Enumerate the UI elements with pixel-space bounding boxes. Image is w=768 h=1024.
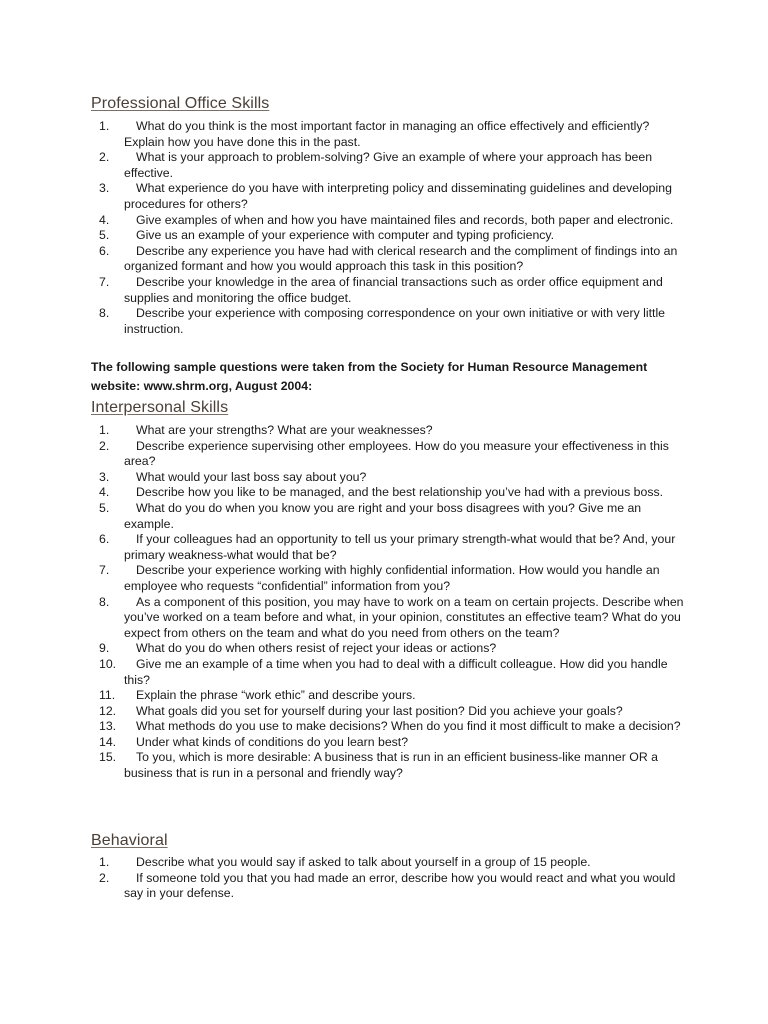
- question-text: What goals did you set for yourself during your last position? Did you achieve your goals?: [136, 703, 623, 718]
- question-item: [0, 735, 768, 751]
- question-number: 15.: [99, 750, 117, 765]
- question-text: What is your approach to problem-solving? Give an example of where your approach has been effective.: [124, 150, 653, 180]
- question-item: [0, 501, 768, 532]
- question-number: 6.: [99, 243, 110, 258]
- question-item: [0, 563, 768, 594]
- question-number: 1.: [99, 423, 110, 437]
- question-item: [0, 244, 768, 275]
- question-list-interpersonal: [0, 423, 768, 782]
- question-number: 4.: [99, 485, 110, 500]
- question-item: [0, 688, 768, 704]
- question-text: Give me an example of a time when you had to deal with a difficult colleague. How did you handle this?: [124, 656, 668, 687]
- question-text: What do you think is the most important factor in managing an office effectively and efficiently? Explain how you have done this in the past.: [124, 119, 650, 149]
- question-item: [0, 181, 768, 212]
- question-number: 12.: [99, 703, 117, 718]
- question-text: Describe your experience with composing correspondence on your own initiative or with very little instruction.: [124, 306, 666, 336]
- question-number: 14.: [99, 734, 117, 749]
- question-text: Describe what you would say if asked to talk about yourself in a group of 15 people.: [136, 855, 591, 869]
- question-number: 7.: [99, 563, 110, 578]
- question-text: What experience do you have with interpreting policy and disseminating guidelines and developing procedures for others?: [124, 181, 672, 211]
- question-item: [0, 423, 768, 439]
- section-heading-professional: Professional Office Skills: [91, 95, 270, 112]
- question-item: [0, 306, 768, 337]
- question-number: 7.: [99, 274, 110, 289]
- question-number: 6.: [99, 532, 110, 547]
- question-number: 8.: [99, 306, 110, 321]
- question-number: 3.: [99, 181, 110, 196]
- question-number: 5.: [99, 500, 110, 515]
- question-item: [0, 719, 768, 735]
- question-text: Give us an example of your experience with computer and typing proficiency.: [136, 228, 555, 243]
- question-item: [0, 704, 768, 720]
- question-item: [0, 439, 768, 470]
- question-number: 9.: [99, 641, 110, 656]
- question-number: 4.: [99, 212, 110, 227]
- question-text: What do you do when you know you are right and your boss disagrees with you? Give me an example.: [124, 500, 642, 531]
- question-text: As a component of this position, you may have to work on a team on certain projects. Describe when you’ve worked on a team before and what, in your opinion, constitutes an effective team? What do you expect from others on the team and what do you need from others on the team?: [124, 594, 684, 640]
- question-number: 10.: [99, 656, 117, 671]
- question-number: 5.: [99, 228, 110, 243]
- section-heading-interpersonal: Interpersonal Skills: [91, 399, 229, 416]
- section-heading-behavioral: Behavioral: [91, 832, 168, 849]
- question-item: [0, 150, 768, 181]
- question-number: 1.: [99, 855, 110, 869]
- question-item: [0, 228, 768, 244]
- question-number: 3.: [99, 469, 110, 484]
- question-text: Describe how you like to be managed, and the best relationship you’ve had with a previous boss.: [136, 485, 664, 500]
- question-text: What do you do when others resist of reject your ideas or actions?: [136, 641, 497, 656]
- question-text: If someone told you that you had made an error, describe how you would react and what you would say in your defense.: [124, 870, 676, 901]
- question-text: What would your last boss say about you?: [136, 469, 367, 484]
- question-text: Describe experience supervising other employees. How do you measure your effectiveness in this area?: [124, 438, 669, 469]
- question-item: [0, 470, 768, 486]
- question-number: 8.: [99, 594, 110, 609]
- question-item: [0, 855, 768, 871]
- question-list-behavioral: [0, 855, 768, 902]
- question-number: 2.: [99, 870, 110, 885]
- question-text: If your colleagues had an opportunity to tell us your primary strength-what would that be? And, your primary weakness-what would that be?: [124, 532, 676, 562]
- sample-questions-source-note: The following sample questions were taken from the Society for Human Resource Management website: www.shrm.org, August 2004:: [91, 360, 648, 393]
- question-number: 2.: [99, 438, 110, 453]
- question-text: What are your strengths? What are your weaknesses?: [136, 423, 433, 437]
- question-text: Explain the phrase “work ethic” and describe yours.: [136, 688, 416, 703]
- question-text: Under what kinds of conditions do you learn best?: [136, 734, 409, 749]
- question-number: 11.: [99, 688, 116, 703]
- question-item: [0, 595, 768, 642]
- question-text: Describe any experience you have had with clerical research and the compliment of findings into an organized formant and how you would approach this task in this position?: [124, 243, 678, 274]
- question-number: 2.: [99, 150, 110, 165]
- question-text: Give examples of when and how you have maintained files and records, both paper and electronic.: [136, 212, 674, 227]
- question-number: 13.: [99, 719, 117, 734]
- question-item: [0, 641, 768, 657]
- question-item: [0, 485, 768, 501]
- question-item: [0, 657, 768, 688]
- question-item: [0, 532, 768, 563]
- question-list-professional: [0, 119, 768, 337]
- question-text: To you, which is more desirable: A business that is run in an efficient business-like manner OR a business that is run in a personal and friendly way?: [124, 750, 658, 781]
- question-text: What methods do you use to make decisions? When do you find it most difficult to make a decision?: [136, 719, 681, 734]
- question-item: [0, 213, 768, 229]
- question-item: [0, 750, 768, 781]
- question-item: [0, 275, 768, 306]
- question-text: Describe your knowledge in the area of financial transactions such as order office equipment and supplies and monitoring the office budget.: [124, 274, 663, 305]
- question-item: [0, 871, 768, 902]
- question-item: [0, 119, 768, 150]
- question-text: Describe your experience working with highly confidential information. How would you handle an employee who requests “confidential” information from you?: [124, 563, 660, 593]
- question-number: 1.: [99, 119, 110, 133]
